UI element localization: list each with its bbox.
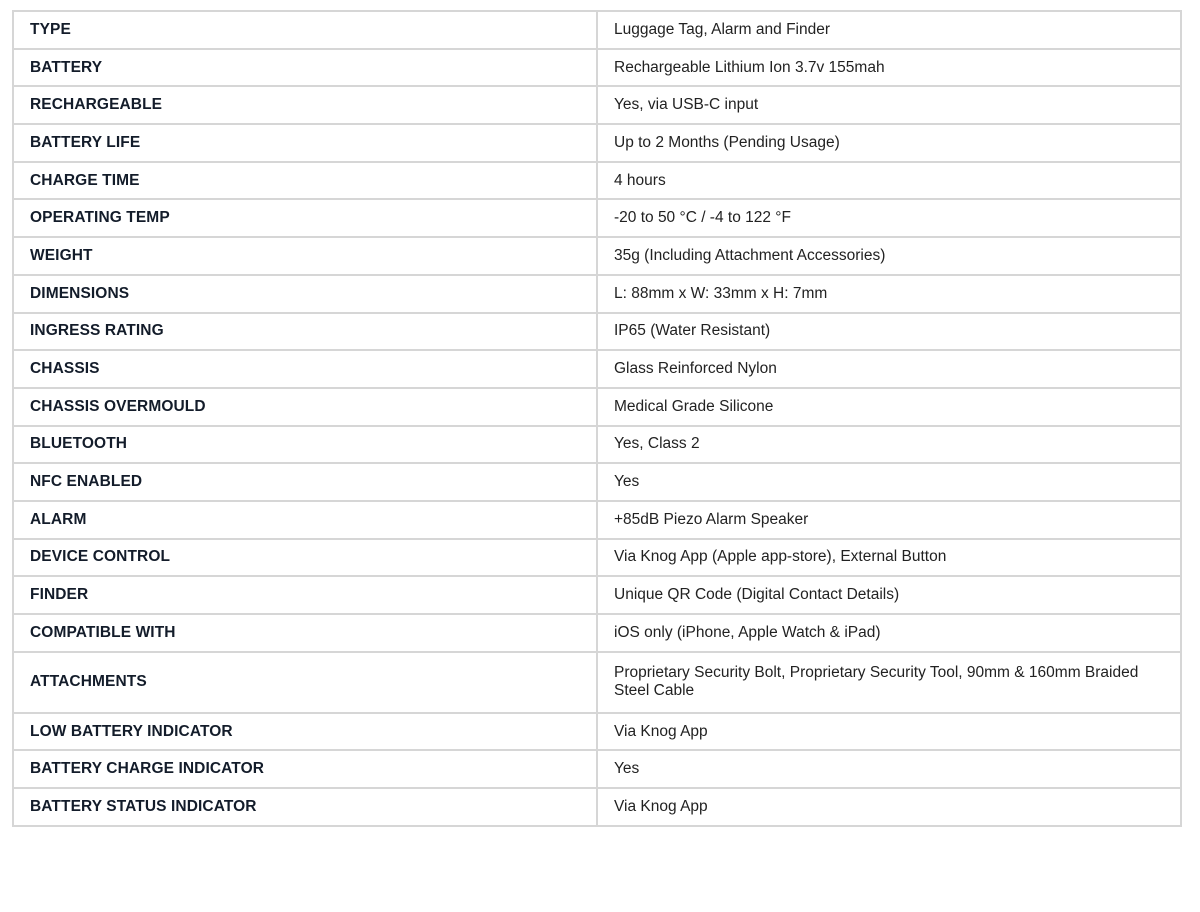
spec-value: Rechargeable Lithium Ion 3.7v 155mah (597, 49, 1181, 87)
spec-label: WEIGHT (13, 237, 597, 275)
spec-value: Luggage Tag, Alarm and Finder (597, 11, 1181, 49)
spec-value: Yes, Class 2 (597, 426, 1181, 464)
table-row (13, 652, 1181, 713)
spec-label: CHASSIS OVERMOULD (13, 388, 597, 426)
table-row (13, 713, 1181, 751)
spec-value: -20 to 50 °C / -4 to 122 °F (597, 199, 1181, 237)
spec-label: ALARM (13, 501, 597, 539)
spec-label: CHARGE TIME (13, 162, 597, 200)
spec-value: Medical Grade Silicone (597, 388, 1181, 426)
spec-value: Unique QR Code (Digital Contact Details) (597, 576, 1181, 614)
spec-label: COMPATIBLE WITH (13, 614, 597, 652)
spec-label: NFC ENABLED (13, 463, 597, 501)
table-row (13, 237, 1181, 275)
spec-value: iOS only (iPhone, Apple Watch & iPad) (597, 614, 1181, 652)
spec-label: BATTERY LIFE (13, 124, 597, 162)
table-row (13, 350, 1181, 388)
table-row (13, 463, 1181, 501)
spec-label: DEVICE CONTROL (13, 539, 597, 577)
spec-label: TYPE (13, 11, 597, 49)
table-row (13, 199, 1181, 237)
spec-value: 4 hours (597, 162, 1181, 200)
spec-label: ATTACHMENTS (13, 652, 597, 713)
spec-value: Via Knog App (597, 713, 1181, 751)
table-row (13, 750, 1181, 788)
table-row (13, 788, 1181, 826)
spec-label: DIMENSIONS (13, 275, 597, 313)
spec-table-body (13, 11, 1181, 826)
spec-value: Via Knog App (Apple app-store), External Button (597, 539, 1181, 577)
table-row (13, 426, 1181, 464)
table-row (13, 124, 1181, 162)
table-row (13, 576, 1181, 614)
table-row (13, 388, 1181, 426)
spec-value: Yes (597, 463, 1181, 501)
table-row (13, 539, 1181, 577)
spec-label: OPERATING TEMP (13, 199, 597, 237)
spec-table (12, 10, 1182, 827)
spec-value: 35g (Including Attachment Accessories) (597, 237, 1181, 275)
spec-label: CHASSIS (13, 350, 597, 388)
spec-label: BATTERY STATUS INDICATOR (13, 788, 597, 826)
spec-value: L: 88mm x W: 33mm x H: 7mm (597, 275, 1181, 313)
spec-label: INGRESS RATING (13, 313, 597, 351)
spec-label: LOW BATTERY INDICATOR (13, 713, 597, 751)
spec-value: Up to 2 Months (Pending Usage) (597, 124, 1181, 162)
table-row (13, 313, 1181, 351)
table-row (13, 49, 1181, 87)
table-row (13, 614, 1181, 652)
spec-value: +85dB Piezo Alarm Speaker (597, 501, 1181, 539)
spec-value: IP65 (Water Resistant) (597, 313, 1181, 351)
table-row (13, 86, 1181, 124)
spec-value: Glass Reinforced Nylon (597, 350, 1181, 388)
table-row (13, 162, 1181, 200)
spec-label: FINDER (13, 576, 597, 614)
spec-label: BLUETOOTH (13, 426, 597, 464)
table-row (13, 275, 1181, 313)
spec-value: Yes (597, 750, 1181, 788)
spec-label: BATTERY CHARGE INDICATOR (13, 750, 597, 788)
spec-value: Via Knog App (597, 788, 1181, 826)
spec-label: RECHARGEABLE (13, 86, 597, 124)
spec-value: Yes, via USB-C input (597, 86, 1181, 124)
table-row (13, 501, 1181, 539)
spec-value: Proprietary Security Bolt, Proprietary Security Tool, 90mm & 160mm Braided Steel Cable (597, 652, 1181, 713)
spec-label: BATTERY (13, 49, 597, 87)
table-row (13, 11, 1181, 49)
